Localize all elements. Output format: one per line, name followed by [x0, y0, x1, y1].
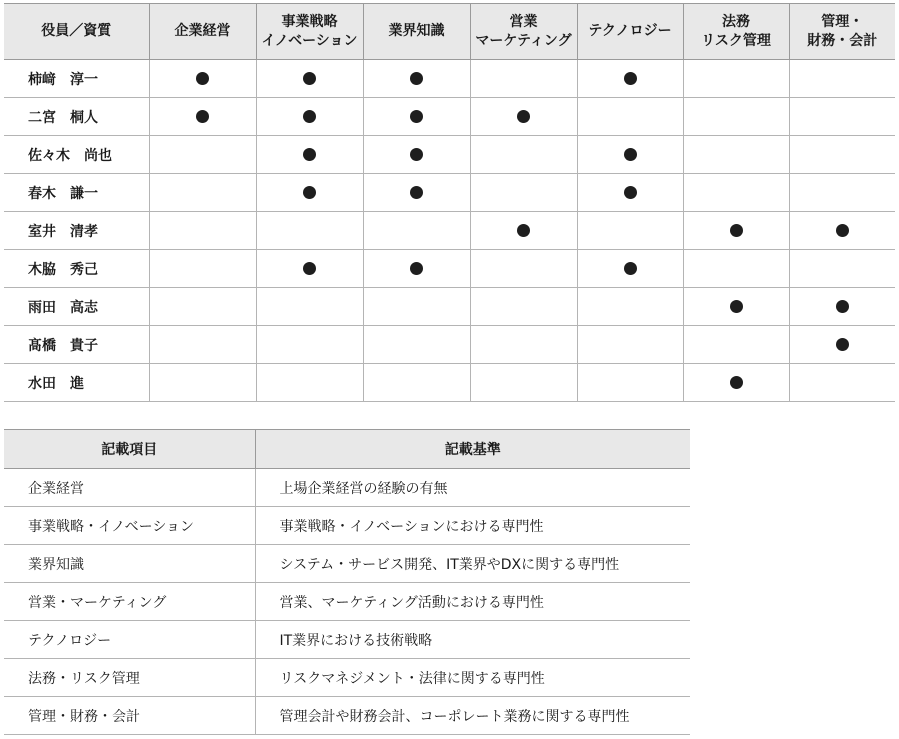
skill-cell [577, 250, 683, 288]
skill-cell [256, 326, 363, 364]
director-name: 雨田 高志 [4, 288, 149, 326]
skill-cell [363, 288, 470, 326]
skill-mark-icon [730, 376, 743, 389]
director-row [4, 136, 895, 174]
skill-mark-icon [836, 338, 849, 351]
skill-mark-icon [196, 110, 209, 123]
skills-body [4, 60, 895, 402]
skill-cell [470, 212, 577, 250]
skill-cell [577, 326, 683, 364]
skill-cell [363, 364, 470, 402]
criteria-row [4, 621, 690, 659]
skill-mark-icon [410, 72, 423, 85]
criteria-row [4, 507, 690, 545]
skill-cell [363, 136, 470, 174]
criteria-header-standard: 記載基準 [255, 430, 690, 469]
skill-mark-icon [303, 262, 316, 275]
skill-cell [470, 364, 577, 402]
skill-cell [577, 364, 683, 402]
skill-mark-icon [196, 72, 209, 85]
director-row [4, 98, 895, 136]
skill-cell [683, 212, 789, 250]
criteria-row [4, 545, 690, 583]
director-name: 二宮 桐人 [4, 98, 149, 136]
director-row [4, 250, 895, 288]
skill-column-header-line: 財務・会計 [807, 32, 878, 49]
skills-header-row [4, 4, 895, 60]
skill-cell [683, 250, 789, 288]
skill-mark-icon [836, 224, 849, 237]
skill-cell [256, 60, 363, 98]
skill-column-header-line: テクノロジー [588, 23, 672, 39]
skill-cell [256, 98, 363, 136]
director-name: 柿﨑 淳一 [4, 60, 149, 98]
skill-column-header [470, 4, 577, 60]
skill-column-header [256, 4, 363, 60]
director-row [4, 60, 895, 98]
skill-cell [256, 136, 363, 174]
skill-cell [470, 250, 577, 288]
skill-cell [363, 326, 470, 364]
criteria-standard: 事業戦略・イノベーションにおける専門性 [255, 507, 690, 545]
criteria-header-item: 記載項目 [4, 430, 255, 469]
skills-matrix-table [4, 3, 895, 402]
criteria-table [4, 429, 690, 735]
skill-cell [256, 250, 363, 288]
criteria-item: 営業・マーケティング [4, 583, 255, 621]
skill-cell [256, 364, 363, 402]
skill-cell [363, 250, 470, 288]
skill-cell [683, 288, 789, 326]
skill-column-header [577, 4, 683, 60]
skill-cell [789, 60, 895, 98]
skill-cell [683, 60, 789, 98]
director-name: 水田 進 [4, 364, 149, 402]
skill-cell [149, 326, 256, 364]
skill-cell [149, 60, 256, 98]
criteria-item: 管理・財務・会計 [4, 697, 255, 735]
skill-cell [577, 136, 683, 174]
skill-cell [577, 98, 683, 136]
skill-mark-icon [624, 262, 637, 275]
skill-column-header-line: 管理・ [821, 13, 864, 30]
criteria-standard: 上場企業経営の経験の有無 [255, 469, 690, 507]
skill-cell [683, 98, 789, 136]
skill-mark-icon [730, 224, 743, 237]
skill-cell [149, 212, 256, 250]
skill-column-header-line: 業界知識 [388, 23, 445, 39]
skill-column-header-line: 事業戦略 [281, 13, 338, 30]
skill-cell [363, 60, 470, 98]
director-name: 髙橋 貴子 [4, 326, 149, 364]
skill-cell [149, 98, 256, 136]
skill-cell [470, 326, 577, 364]
skill-cell [789, 364, 895, 402]
skill-mark-icon [730, 300, 743, 313]
skill-cell [577, 60, 683, 98]
skill-cell [683, 136, 789, 174]
skill-mark-icon [517, 110, 530, 123]
skill-mark-icon [624, 186, 637, 199]
criteria-item: 企業経営 [4, 469, 255, 507]
director-row [4, 326, 895, 364]
skill-mark-icon [517, 224, 530, 237]
skill-column-header-line: イノベーション [261, 32, 358, 49]
skill-column-header-line: 法務 [722, 13, 750, 30]
director-name: 春木 謙一 [4, 174, 149, 212]
criteria-standard: IT業界における技術戦略 [255, 621, 690, 659]
skill-mark-icon [836, 300, 849, 313]
skill-cell [789, 288, 895, 326]
director-row [4, 174, 895, 212]
criteria-standard: 管理会計や財務会計、コーポレート業務に関する専門性 [255, 697, 690, 735]
skill-cell [470, 60, 577, 98]
skill-cell [149, 250, 256, 288]
skill-cell [363, 98, 470, 136]
skill-column-header [683, 4, 789, 60]
skill-mark-icon [410, 186, 423, 199]
skill-cell [149, 288, 256, 326]
director-name: 佐々木 尚也 [4, 136, 149, 174]
skill-cell [470, 98, 577, 136]
skill-column-header-line: 企業経営 [174, 23, 231, 39]
criteria-standard: リスクマネジメント・法律に関する専門性 [255, 659, 690, 697]
criteria-standard: 営業、マーケティング活動における専門性 [255, 583, 690, 621]
skill-cell [789, 250, 895, 288]
criteria-row [4, 469, 690, 507]
criteria-row [4, 659, 690, 697]
skill-cell [683, 364, 789, 402]
skill-mark-icon [303, 186, 316, 199]
skill-cell [149, 136, 256, 174]
skill-mark-icon [303, 72, 316, 85]
criteria-item: 業界知識 [4, 545, 255, 583]
skill-column-header [363, 4, 470, 60]
skill-cell [683, 174, 789, 212]
criteria-row [4, 583, 690, 621]
criteria-item: 事業戦略・イノベーション [4, 507, 255, 545]
skill-mark-icon [410, 148, 423, 161]
director-name: 室井 清孝 [4, 212, 149, 250]
skill-mark-icon [410, 262, 423, 275]
criteria-header-row [4, 430, 690, 469]
skill-mark-icon [624, 148, 637, 161]
skill-mark-icon [624, 72, 637, 85]
skill-column-header [789, 4, 895, 60]
skill-cell [256, 212, 363, 250]
skill-column-header-line: マーケティング [475, 32, 572, 49]
skill-cell [577, 288, 683, 326]
criteria-item: テクノロジー [4, 621, 255, 659]
skill-cell [789, 98, 895, 136]
criteria-standard: システム・サービス開発、IT業界やDXに関する専門性 [255, 545, 690, 583]
skill-column-header-line: リスク管理 [701, 32, 771, 49]
criteria-row [4, 697, 690, 735]
skill-cell [470, 288, 577, 326]
skill-mark-icon [303, 110, 316, 123]
skill-cell [789, 136, 895, 174]
skill-cell [470, 174, 577, 212]
skill-cell [363, 174, 470, 212]
skill-cell [789, 174, 895, 212]
criteria-item: 法務・リスク管理 [4, 659, 255, 697]
corner-header: 役員／資質 [4, 4, 149, 60]
skill-column-header [149, 4, 256, 60]
criteria-body [4, 469, 690, 735]
director-name: 木脇 秀己 [4, 250, 149, 288]
director-row [4, 288, 895, 326]
skill-cell [363, 212, 470, 250]
skill-cell [149, 364, 256, 402]
director-row [4, 212, 895, 250]
skill-cell [577, 174, 683, 212]
skill-column-header-line: 営業 [509, 13, 538, 30]
skill-mark-icon [410, 110, 423, 123]
skill-cell [683, 326, 789, 364]
director-row [4, 364, 895, 402]
skill-cell [149, 174, 256, 212]
skill-mark-icon [303, 148, 316, 161]
skill-cell [789, 326, 895, 364]
skill-cell [256, 288, 363, 326]
skill-cell [577, 212, 683, 250]
skill-cell [789, 212, 895, 250]
skill-cell [256, 174, 363, 212]
skill-cell [470, 136, 577, 174]
